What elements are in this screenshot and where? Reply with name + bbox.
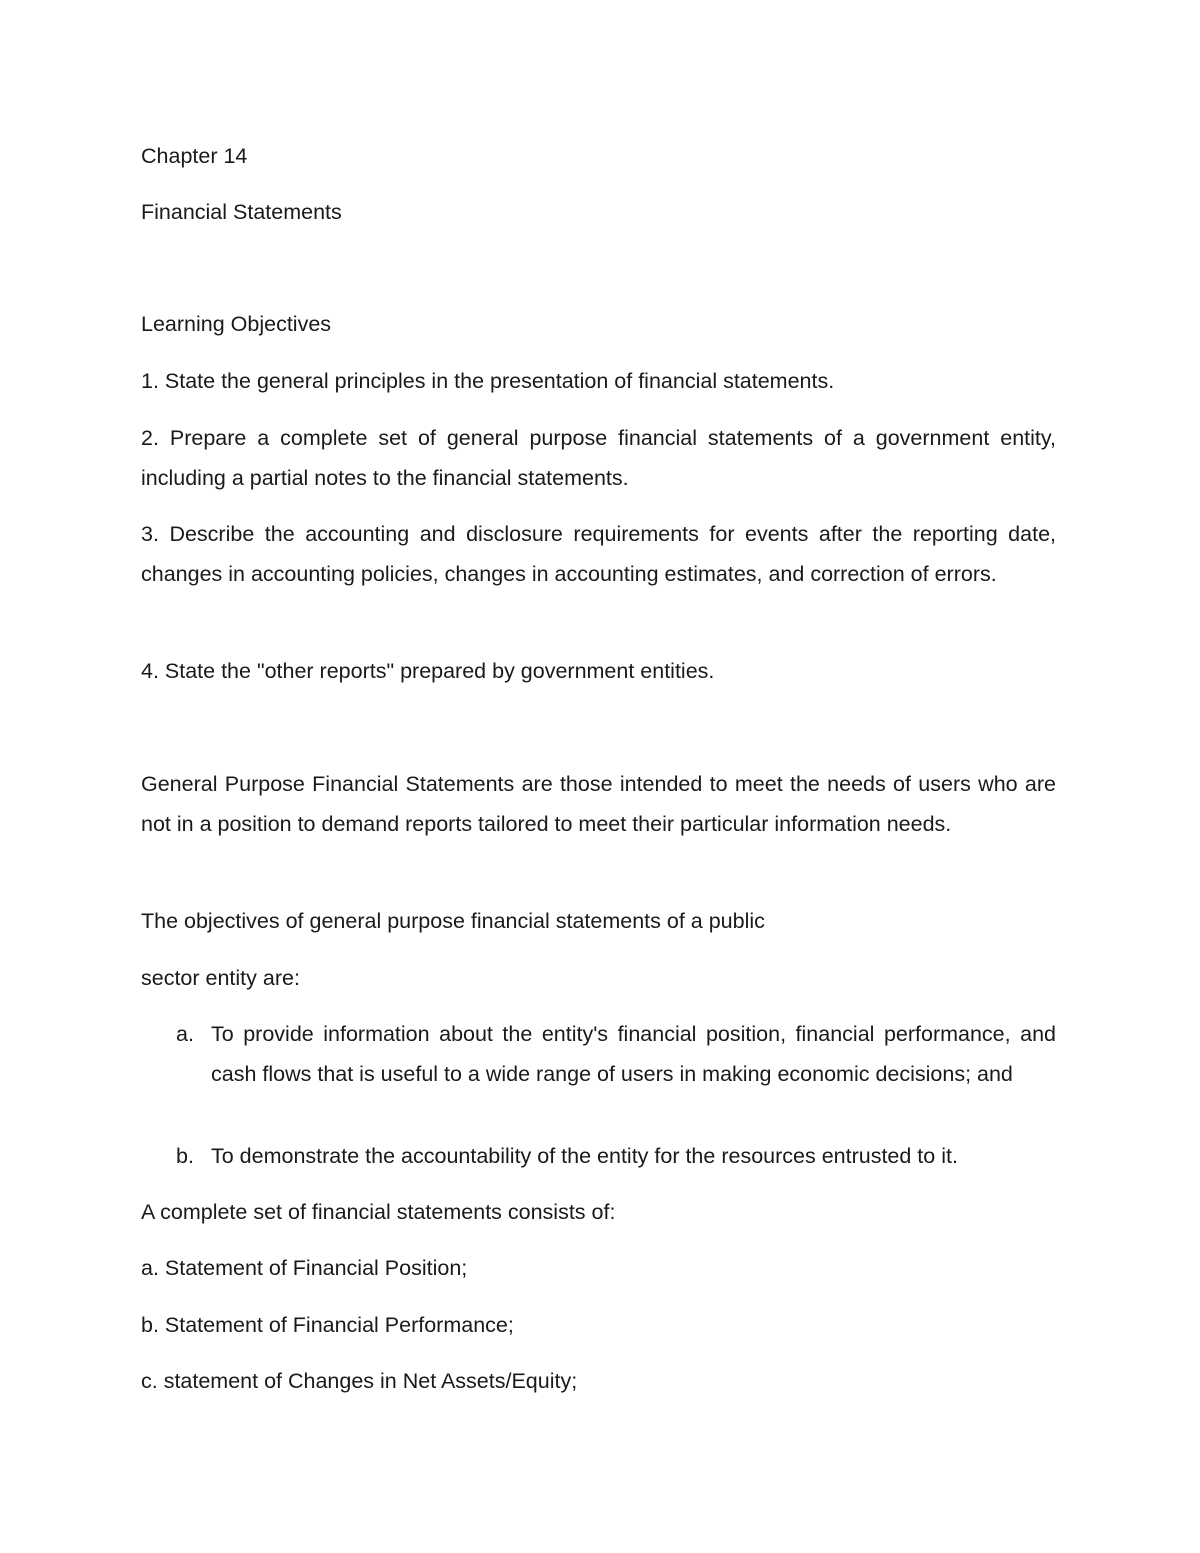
- list-marker: a.: [176, 1022, 194, 1046]
- objective-item-1: 1. State the general principles in the presentation of financial statements.: [141, 369, 835, 393]
- complete-set-item-c: c. statement of Changes in Net Assets/Equity;: [141, 1369, 578, 1393]
- gpfs-objective-a: [176, 1014, 1056, 1094]
- objectives-heading: Learning Objectives: [141, 312, 332, 336]
- complete-set-item-a: a. Statement of Financial Position;: [141, 1256, 468, 1280]
- list-text: To provide information about the entity's financial position, financial performance, and cash flows that is useful to a wide range of users in making economic decisions; and: [211, 1022, 1056, 1086]
- objective-item-4: 4. State the "other reports" prepared by government entities.: [141, 659, 715, 683]
- page-title: Financial Statements: [141, 200, 342, 224]
- list-marker: b.: [176, 1144, 194, 1168]
- objectives-intro-line-2: sector entity are:: [141, 966, 300, 990]
- objective-item-3: 3. Describe the accounting and disclosure requirements for events after the reporting date, changes in accounting policies, changes in accounting estimates, and correction of errors.: [141, 522, 1056, 586]
- objectives-intro-line-1: The objectives of general purpose financial statements of a public: [141, 909, 765, 933]
- chapter-label: Chapter 14: [141, 144, 248, 168]
- complete-set-item-b: b. Statement of Financial Performance;: [141, 1313, 514, 1337]
- list-text: To demonstrate the accountability of the entity for the resources entrusted to it.: [211, 1144, 958, 1168]
- objective-item-2: 2. Prepare a complete set of general purpose financial statements of a government entity, including a partial notes to the financial statements.: [141, 426, 1056, 490]
- gpfs-objective-b: [176, 1136, 1056, 1176]
- gpfs-definition: General Purpose Financial Statements are those intended to meet the needs of users who are not in a position to demand reports tailored to meet their particular information needs.: [141, 772, 1056, 836]
- complete-set-intro: A complete set of financial statements consists of:: [141, 1200, 616, 1224]
